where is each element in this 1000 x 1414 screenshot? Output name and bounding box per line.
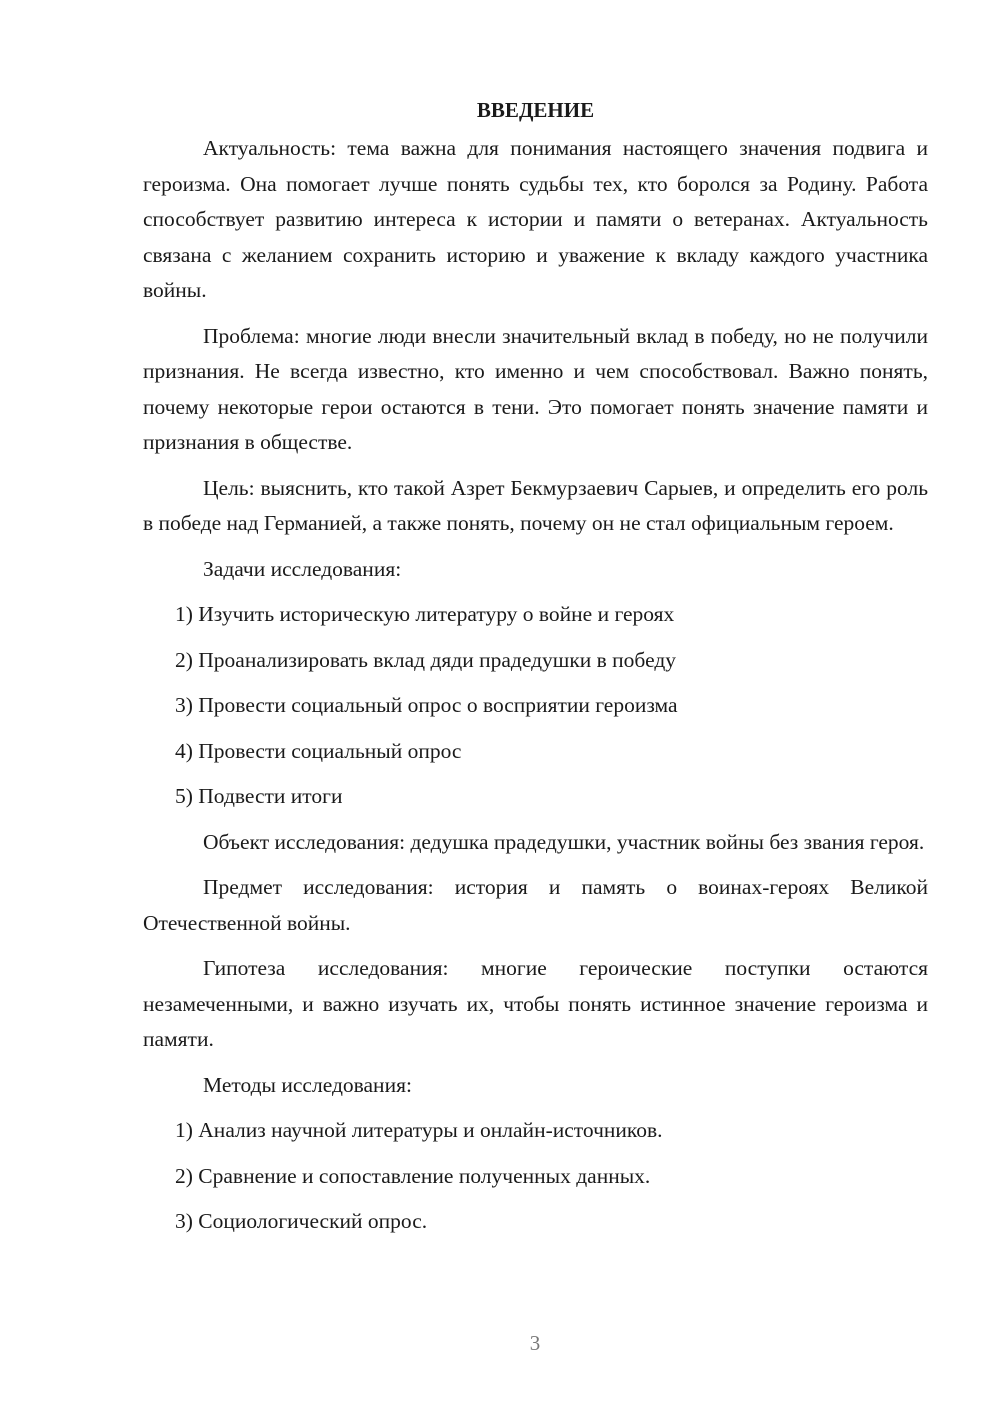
task-item: 2) Проанализировать вклад дяди прадедушки в победу xyxy=(175,647,677,672)
subject-paragraph: Предмет исследования: история и память о воинах-героях Великой Отечественной войны. xyxy=(143,875,928,935)
task-item: 1) Изучить историческую литературу о войне и героях xyxy=(175,602,675,626)
tasks-heading: Задачи исследования: xyxy=(203,556,402,581)
page-content xyxy=(143,92,928,1250)
methods-heading: Методы исследования: xyxy=(203,1072,412,1097)
task-item: 5) Подвести итоги xyxy=(175,784,343,808)
goal-paragraph: Цель: выяснить, кто такой Азрет Бекмурзаевич Сарыев, и определить его роль в победе над Германией, а также понять, почему он не стал официальным героем. xyxy=(143,475,928,535)
method-item: 3) Социологический опрос. xyxy=(175,1209,428,1233)
section-title: ВВЕДЕНИЕ xyxy=(476,98,595,122)
hypothesis-paragraph: Гипотеза исследования: многие героические поступки остаются незамеченными, и важно изучать их, чтобы понять истинное значение героизма и памяти. xyxy=(143,956,928,1051)
relevance-paragraph: Актуальность: тема важна для понимания настоящего значения подвига и героизма. Она помогает лучше понять судьбы тех, кто боролся за Родину. Работа способствует развитию интереса к истории и памяти о ветеранах. Актуальность связана с желанием сохранить историю и уважение к вкладу каждого участника войны. xyxy=(143,136,928,302)
object-paragraph: Объект исследования: дедушка прадедушки, участник войны без звания героя. xyxy=(203,829,925,854)
method-item: 1) Анализ научной литературы и онлайн-источников. xyxy=(175,1118,663,1142)
method-item: 2) Сравнение и сопоставление полученных данных. xyxy=(175,1163,651,1188)
task-item: 4) Провести социальный опрос xyxy=(175,738,462,763)
problem-paragraph: Проблема: многие люди внесли значительный вклад в победу, но не получили признания. Не всегда известно, кто именно и чем способствовал. Важно понять, почему некоторые герои остаются в тени. Это помогает понять значение памяти и признания в обществе. xyxy=(143,323,928,454)
task-item: 3) Провести социальный опрос о восприятии героизма xyxy=(175,693,678,717)
page-number: 3 xyxy=(529,1331,541,1355)
